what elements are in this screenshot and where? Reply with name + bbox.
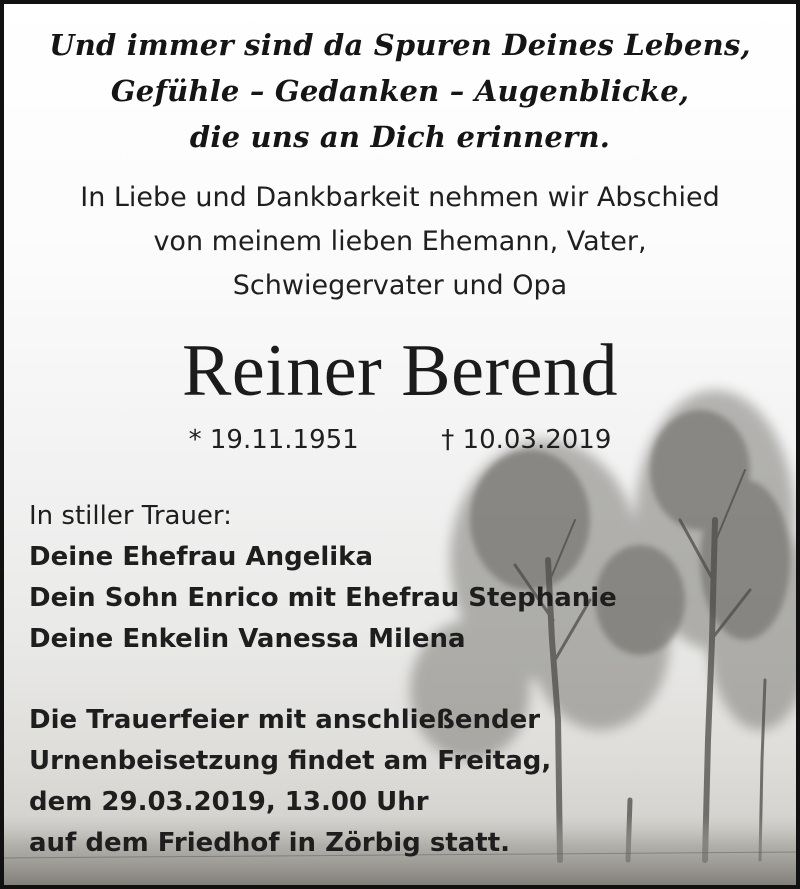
mourner-name: Deine Enkelin Vanessa Milena xyxy=(29,624,466,654)
intro-line-2: von meinem lieben Ehemann, Vater, xyxy=(153,226,647,257)
ceremony-line-1: Die Trauerfeier mit anschließender xyxy=(29,705,541,735)
ceremony-line-2: Urnenbeisetzung findet am Freitag, xyxy=(29,746,552,776)
ceremony-line-4: auf dem Friedhof in Zörbig statt. xyxy=(29,828,510,858)
mourners-heading: In stiller Trauer: xyxy=(29,501,232,531)
birth-date: * 19.11.1951 xyxy=(188,425,359,455)
ceremony-line-3: dem 29.03.2019, 13.00 Uhr xyxy=(29,787,429,817)
intro-line-1: In Liebe und Dankbarkeit nehmen wir Abschied xyxy=(80,182,720,213)
death-date: † 10.03.2019 xyxy=(441,425,612,455)
deceased-name: Reiner Berend xyxy=(182,330,618,412)
intro-line-3: Schwiegervater und Opa xyxy=(232,270,568,301)
mourner-name: Deine Ehefrau Angelika xyxy=(29,542,374,572)
life-dates xyxy=(0,420,800,460)
poem-line-2: Gefühle – Gedanken – Augenblicke, xyxy=(110,74,690,108)
poem-line-1: Und immer sind da Spuren Deines Lebens, xyxy=(49,28,751,62)
mourner-name: Dein Sohn Enrico mit Ehefrau Stephanie xyxy=(29,583,617,613)
poem-line-3: die uns an Dich erinnern. xyxy=(189,120,611,154)
